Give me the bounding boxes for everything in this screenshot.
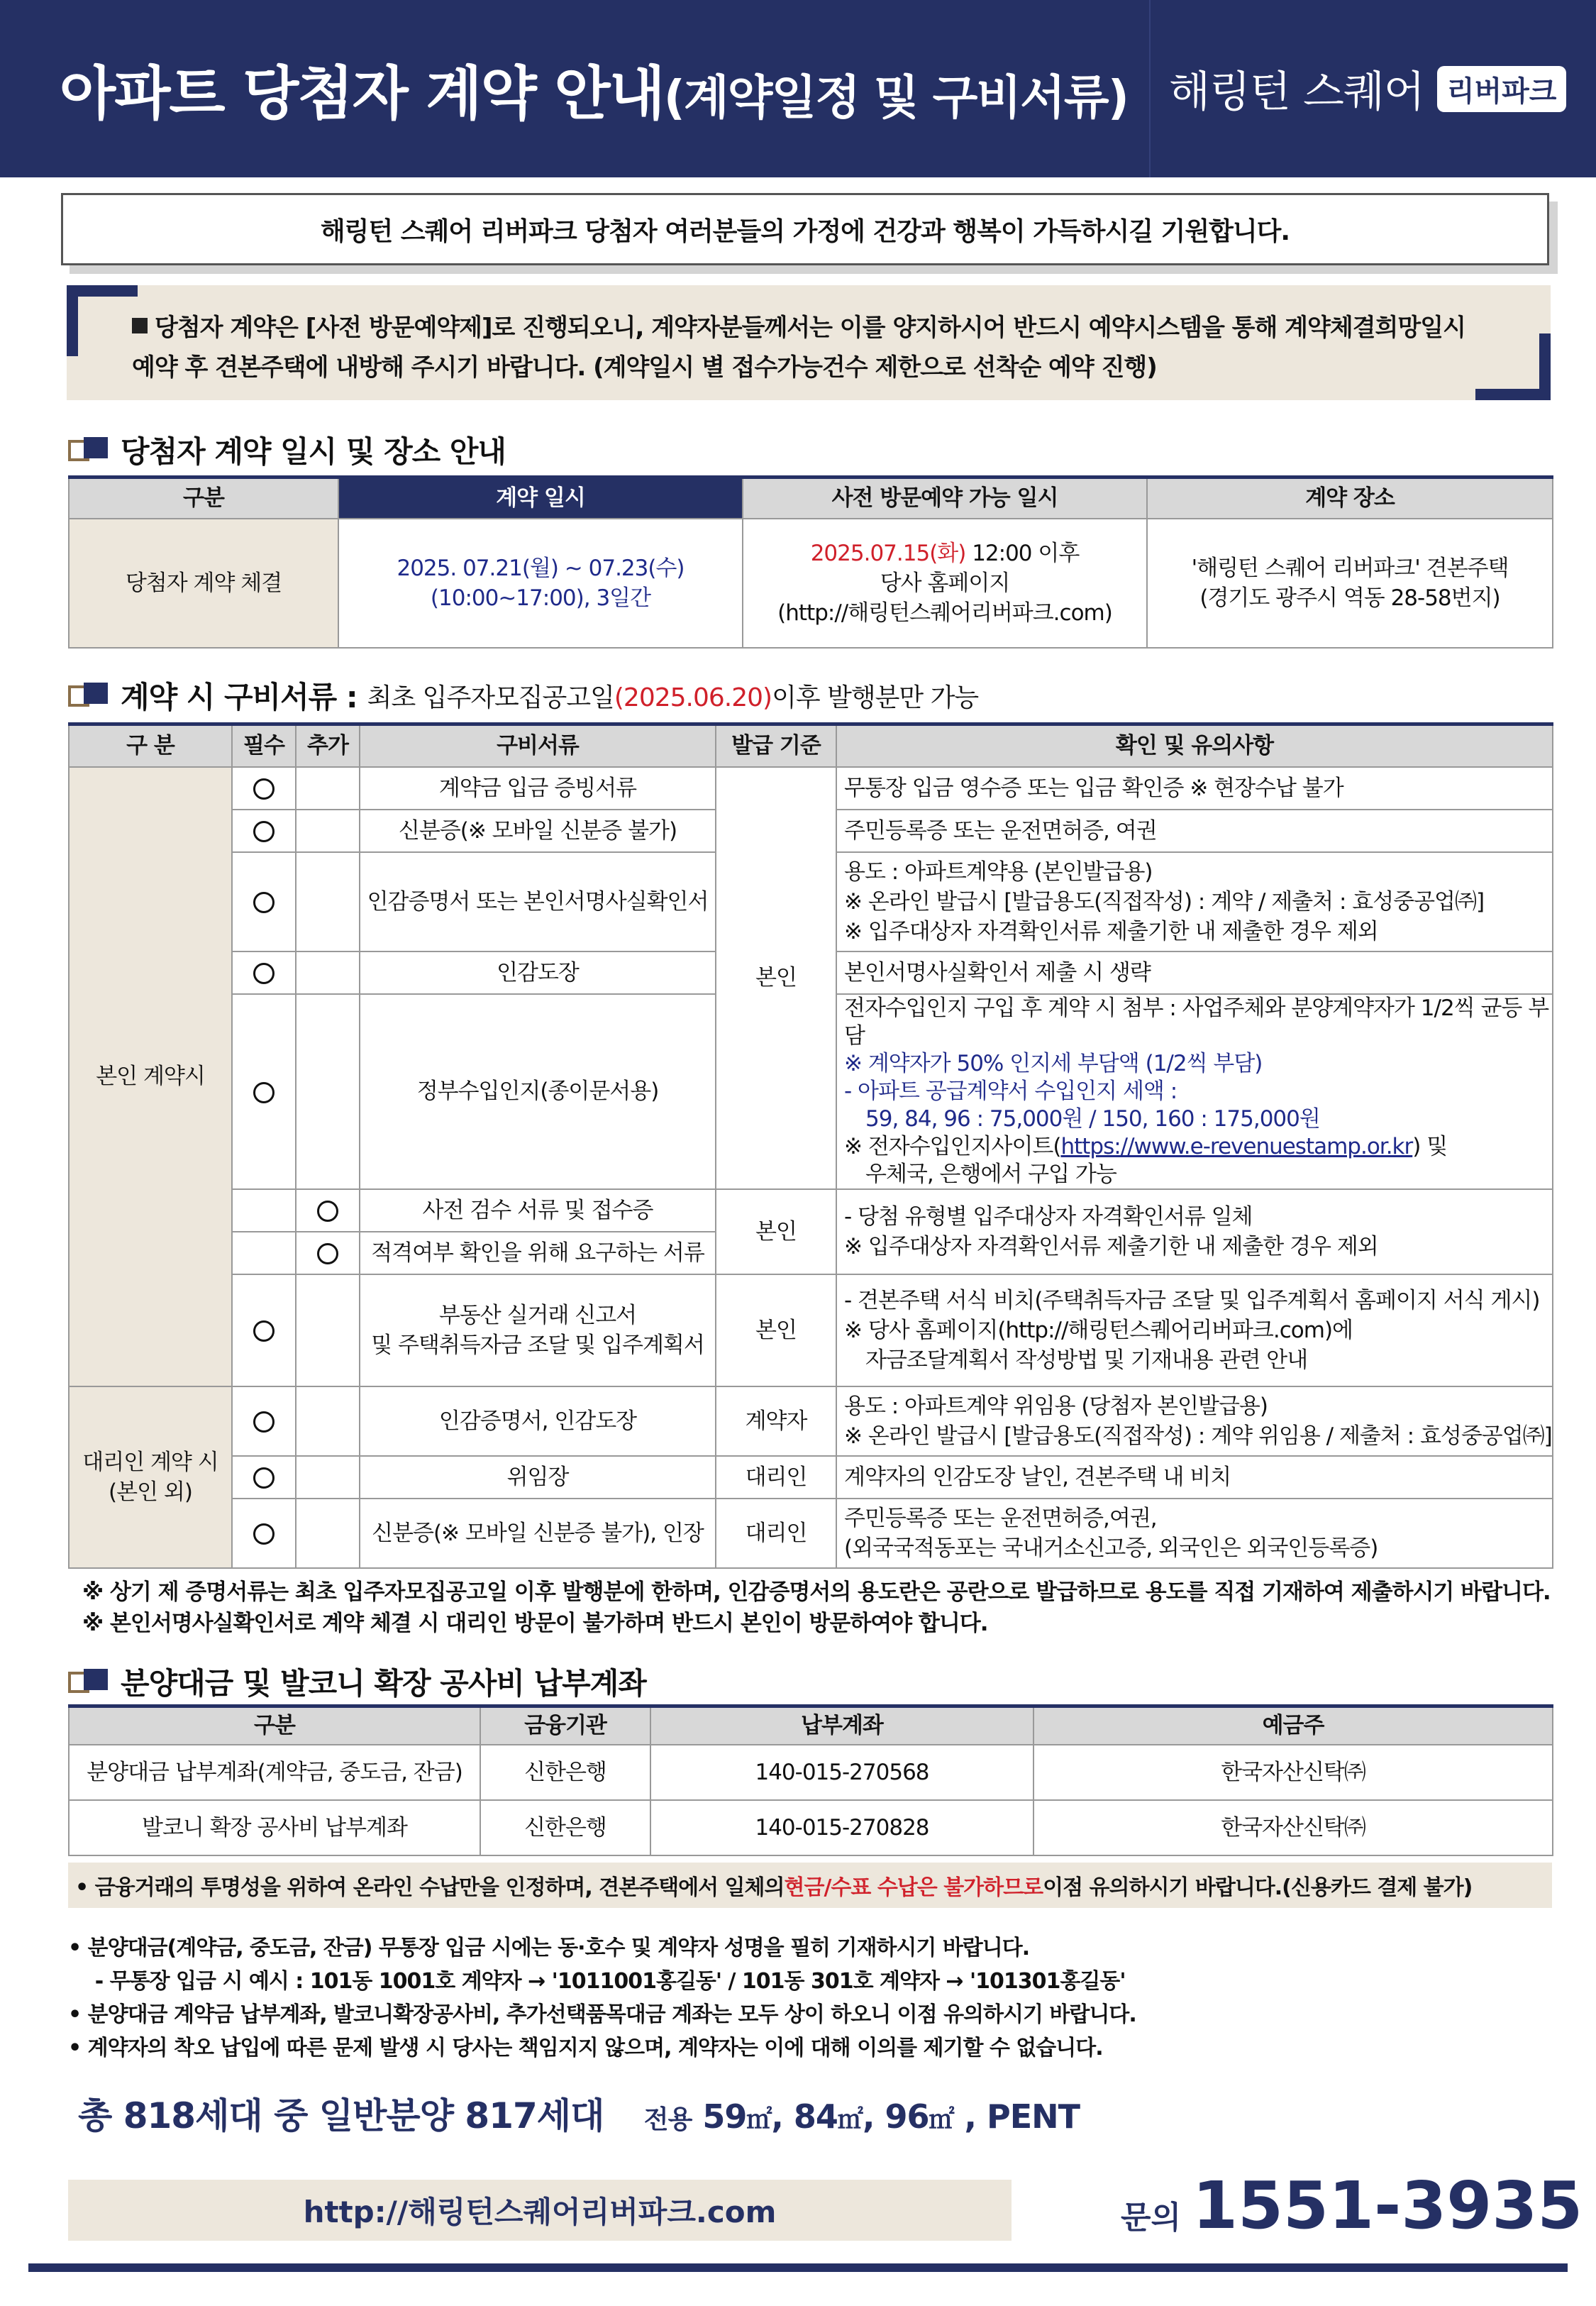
required-mark (232, 1232, 296, 1274)
document-note: 본인서명사실확인서 제출 시 생략 (836, 951, 1553, 994)
title-sub: (계약일정 및 구비서류) (663, 70, 1128, 125)
section-note: 최초 입주자모집공고일(2025.06.20)이후 발행분만 가능 (367, 683, 979, 712)
circle-icon (317, 1201, 338, 1222)
required-mark (232, 767, 296, 810)
additional-mark (296, 1456, 360, 1499)
required-mark (232, 1274, 296, 1386)
issue-basis: 대리인 (716, 1456, 836, 1499)
section-marker-icon (68, 683, 109, 708)
greeting-box: 해링턴 스퀘어 리버파크 당첨자 여러분들의 가정에 건강과 행복이 가득하시길 기원합니다. (61, 193, 1549, 265)
document-name: 인감증명서 또는 본인서명사실확인서 (360, 852, 716, 951)
col-header: 납부계좌 (650, 1706, 1033, 1745)
circle-icon (253, 1523, 275, 1545)
list-item: • 분양대금 계약금 납부계좌, 발코니확장공사비, 추가선택품목대금 계좌는 모두 상이 하오니 이점 유의하시기 바랍니다. (68, 2002, 1136, 2027)
col-header: 추가 (296, 724, 360, 767)
document-name: 신분증(※ 모바일 신분증 불가) (360, 810, 716, 852)
list-item: • 계약자의 착오 납입에 따른 문제 발생 시 당사는 책임지지 않으며, 계약자는 이에 대해 이의를 제기할 수 없습니다. (68, 2036, 1103, 2060)
notice-line-2: 예약 후 견본주택에 내방해 주시기 바랍니다. (계약일시 별 접수가능건수 제한으로 선착순 예약 진행) (132, 353, 1157, 382)
contract-date: 2025. 07.21(월) ~ 07.23(수) (10:00~17:00), 3일간 (338, 519, 743, 648)
section-title: 계약 시 구비서류 : (121, 680, 358, 715)
document-name: 적격여부 확인을 위해 요구하는 서류 (360, 1232, 716, 1274)
additional-mark (296, 1386, 360, 1456)
header-brand-area (1149, 0, 1596, 177)
reservation-date: 2025.07.15(화) 12:00 이후 당사 홈페이지 (http://해링턴스퀘어리버파크.com) (743, 519, 1147, 648)
revenue-stamp-link[interactable]: https://www.e-revenuestamp.or.kr (1060, 1133, 1413, 1159)
document-note: 주민등록증 또는 운전면허증, 여권 (836, 810, 1553, 852)
phone-label: 문의 (1121, 2200, 1182, 2236)
section-title: 당첨자 계약 일시 및 장소 안내 (121, 434, 506, 469)
phone-number: 1551-3935 (1192, 2168, 1583, 2244)
document-note: 주민등록증 또는 운전면허증,여권, (외국국적동포는 국내거소신고증, 외국인은 외국인등록증) (836, 1499, 1553, 1568)
required-mark (232, 1499, 296, 1568)
issue-basis: 본인 (716, 1274, 836, 1386)
unit-summary (78, 2087, 1080, 2139)
page-header (0, 0, 1596, 177)
additional-mark (296, 994, 360, 1189)
section-heading-documents (68, 674, 978, 717)
issue-basis: 본인 (716, 1189, 836, 1274)
circle-icon (253, 963, 275, 984)
document-name: 인감도장 (360, 951, 716, 994)
section-heading-accounts (68, 1660, 646, 1703)
required-mark (232, 852, 296, 951)
list-item: - 무통장 입금 시 예시 : 101동 1001호 계약자 → '1011001홍길동' / 101동 301호 계약자 → '101301홍길동' (68, 1969, 1126, 1994)
table-row (69, 1800, 1553, 1855)
brand-name: 해링턴 스퀘어 (1169, 67, 1424, 117)
additional-mark (296, 1499, 360, 1568)
section-title: 분양대금 및 발코니 확장 공사비 납부계좌 (121, 1666, 646, 1701)
section-marker-icon (68, 1669, 109, 1694)
document-note: 용도 : 아파트계약 위임용 (당첨자 본인발급용) ※ 온라인 발급시 [발급용도(직접작성) : 계약 위임용 / 제출처 : 효성중공업㈜] (836, 1386, 1553, 1456)
col-header: 금융기관 (480, 1706, 650, 1745)
issue-basis: 계약자 (716, 1386, 836, 1456)
issue-basis: 대리인 (716, 1499, 836, 1568)
account-holder: 한국자산신탁㈜ (1033, 1745, 1553, 1800)
circle-icon (253, 1411, 275, 1433)
document-name: 인감증명서, 인감도장 (360, 1386, 716, 1456)
required-mark (232, 1386, 296, 1456)
additional-mark (296, 1189, 360, 1232)
document-note: 용도 : 아파트계약용 (본인발급용) ※ 온라인 발급시 [발급용도(직접작성) : 계약 / 제출처 : 효성중공업㈜] ※ 입주대상자 자격확인서류 제출기한 내 제출한 경우 제외 (836, 852, 1553, 951)
document-note: - 견본주택 서식 비치(주택취득자금 조달 및 입주계획서 홈페이지 서식 게시) ※ 당사 홈페이지(http://해링턴스퀘어리버파크.com)에 자금조달계획서 작성방법 및 기재내용 관련 안내 (836, 1274, 1553, 1386)
list-item: • 분양대금(계약금, 중도금, 잔금) 무통장 입금 시에는 동·호수 및 계약자 성명을 필히 기재하시기 바랍니다. (68, 1936, 1030, 1960)
account-type: 발코니 확장 공사비 납부계좌 (69, 1800, 480, 1855)
col-header: 구분 (69, 1706, 480, 1745)
contact-phone (1121, 2168, 1583, 2244)
document-name: 계약금 입금 증빙서류 (360, 767, 716, 810)
required-mark (232, 1456, 296, 1499)
corner-decoration (1475, 389, 1551, 400)
col-header: 구분 (69, 478, 338, 519)
document-note: 전자수입인지 구입 후 계약 시 첨부 : 사업주체와 분양계약자가 1/2씩 균등 부담 ※ 계약자가 50% 인지세 부담액 (1/2씩 부담) - 아파트 공급계약서 수입인지 세액 : 59, 84, 96 : 75,000원 / 150, 160 : 175,000원 ※ 전자수입인지사이트(https://www.e-revenuestamp.or.kr) 및 우체국, 은행에서 구입 가능 (836, 994, 1553, 1189)
document-name: 위임장 (360, 1456, 716, 1499)
section-marker-icon (68, 437, 109, 463)
col-header: 발급 기준 (716, 724, 836, 767)
footnote: ※ 상기 제 증명서류는 최초 입주자모집공고일 이후 발행분에 한하며, 인감증명서의 용도란은 공란으로 발급하므로 용도를 직접 기재하여 제출하시기 바랍니다. (82, 1579, 1551, 1605)
required-mark (232, 1189, 296, 1232)
document-name: 정부수입인지(종이문서용) (360, 994, 716, 1189)
unit-types: 전용 59㎡, 84㎡, 96㎡ , PENT (643, 2097, 1080, 2136)
notice-line-1: 당첨자 계약은 [사전 방문예약제]로 진행되오니, 계약자분들께서는 이를 양지하시어 반드시 예약시스템을 통해 계약체결희망일시 (155, 314, 1465, 342)
total-units: 총 818세대 중 일반분양 817세대 (78, 2095, 604, 2136)
corner-decoration (67, 285, 138, 297)
circle-icon (253, 1467, 275, 1489)
notice-box (67, 285, 1551, 400)
document-name: 부동산 실거래 신고서 및 주택취득자금 조달 및 입주계획서 (360, 1274, 716, 1386)
additional-mark (296, 767, 360, 810)
required-mark (232, 810, 296, 852)
accounts-table (68, 1704, 1553, 1856)
website-link[interactable]: http://해링턴스퀘어리버파크.com (68, 2180, 1012, 2241)
additional-mark (296, 951, 360, 994)
group-self: 본인 계약시 (69, 767, 232, 1386)
contract-place: '해링턴 스퀘어 리버파크' 견본주택 (경기도 광주시 역동 28-58번지) (1147, 519, 1553, 648)
account-type: 분양대금 납부계좌(계약금, 중도금, 잔금) (69, 1745, 480, 1800)
additional-mark (296, 1232, 360, 1274)
circle-icon (253, 892, 275, 913)
circle-icon (253, 778, 275, 800)
bank-name: 신한은행 (480, 1745, 650, 1800)
document-note: - 당첨 유형별 입주대상자 자격확인서류 일체 ※ 입주대상자 자격확인서류 제출기한 내 제출한 경우 제외 (836, 1189, 1553, 1274)
payment-warning: • 금융거래의 투명성을 위하여 온라인 수납만을 인정하며, 견본주택에서 일체의 현금/수표 수납은 불가하므로 이점 유의하시기 바랍니다.(신용카드 결제 불가) (68, 1863, 1552, 1908)
table-row (69, 1745, 1553, 1800)
section-heading-schedule (68, 429, 506, 471)
col-header: 계약 일시 (338, 478, 743, 519)
document-name: 신분증(※ 모바일 신분증 불가), 인장 (360, 1499, 716, 1568)
col-header: 구 분 (69, 724, 232, 767)
account-number: 140-015-270828 (650, 1800, 1033, 1855)
footer-divider (28, 2263, 1568, 2272)
required-mark (232, 951, 296, 994)
square-bullet-icon (132, 318, 148, 333)
brand-badge: 리버파크 (1437, 66, 1567, 112)
document-note: 무통장 입금 영수증 또는 입금 확인증 ※ 현장수납 불가 (836, 767, 1553, 810)
group-agent: 대리인 계약 시 (본인 외) (69, 1386, 232, 1568)
additional-mark (296, 852, 360, 951)
col-header: 예금주 (1033, 1706, 1553, 1745)
document-note: 계약자의 인감도장 날인, 견본주택 내 비치 (836, 1456, 1553, 1499)
additional-mark (296, 810, 360, 852)
footnote: ※ 본인서명사실확인서로 계약 체결 시 대리인 방문이 불가하며 반드시 본인이 방문하여야 합니다. (82, 1611, 988, 1636)
col-header: 확인 및 유의사항 (836, 724, 1553, 767)
circle-icon (253, 821, 275, 842)
document-name: 사전 검수 서류 및 접수증 (360, 1189, 716, 1232)
col-header: 구비서류 (360, 724, 716, 767)
account-number: 140-015-270568 (650, 1745, 1033, 1800)
additional-mark (296, 1274, 360, 1386)
circle-icon (253, 1320, 275, 1342)
required-mark (232, 994, 296, 1189)
col-header: 필수 (232, 724, 296, 767)
header-title-area (0, 0, 1149, 177)
issue-basis: 본인 (716, 767, 836, 1189)
documents-table (68, 722, 1553, 1569)
schedule-table (68, 475, 1553, 649)
col-header: 계약 장소 (1147, 478, 1553, 519)
payment-notes (68, 1931, 1136, 2065)
col-header: 사전 방문예약 가능 일시 (743, 478, 1147, 519)
page-title (60, 48, 1128, 131)
account-holder: 한국자산신탁㈜ (1033, 1800, 1553, 1855)
circle-icon (317, 1243, 338, 1264)
circle-icon (253, 1082, 275, 1103)
bank-name: 신한은행 (480, 1800, 650, 1855)
title-main: 아파트 당첨자 계약 안내 (60, 60, 664, 128)
schedule-category: 당첨자 계약 체결 (69, 519, 338, 648)
